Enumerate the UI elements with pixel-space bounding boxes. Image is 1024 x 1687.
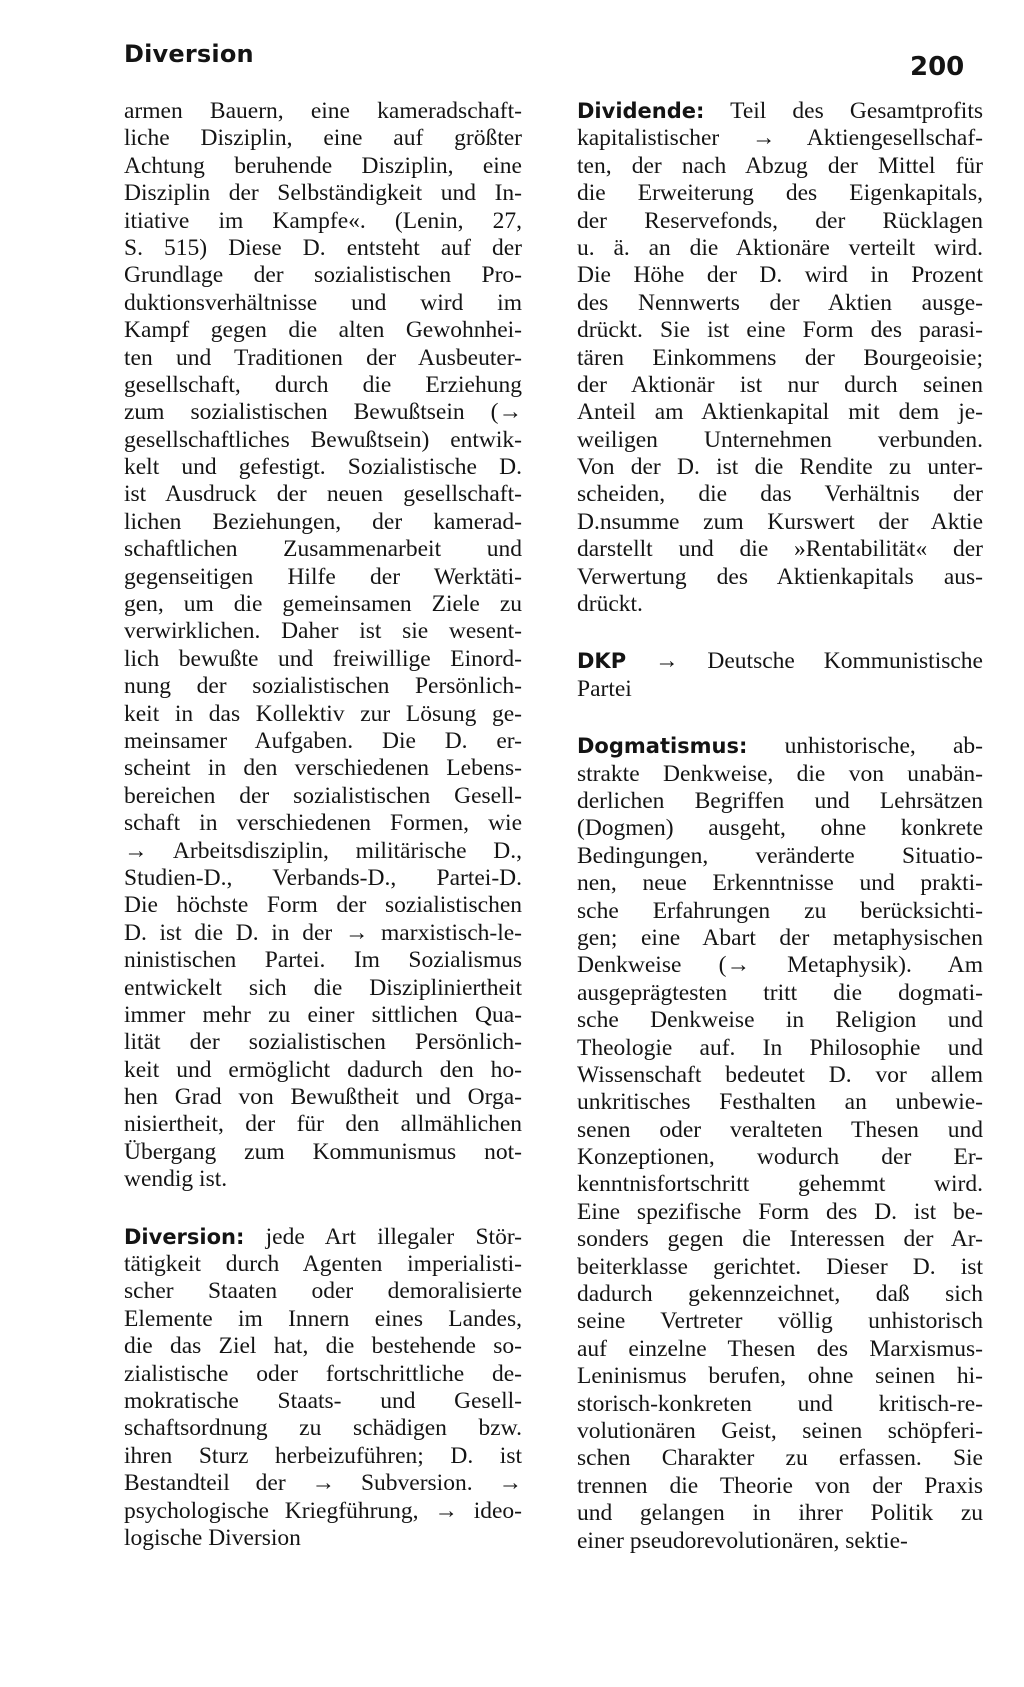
line-text: drückt. [577, 591, 643, 618]
line-text: gegenseitigen Hilfe der Werktäti- [124, 563, 522, 590]
text-line [577, 153, 983, 180]
line-text: immer mehr zu einer sittlichen Qua- [124, 1001, 522, 1028]
line-text: ten, der nach Abzug der Mittel für [577, 152, 983, 179]
line-text: volutionären Geist, seinen schöpferi- [577, 1417, 983, 1444]
line-text: Leninismus berufen, ohne seinen hi- [577, 1363, 983, 1390]
text-line [577, 317, 983, 344]
line-text: Eine spezifische Form des D. ist be- [577, 1198, 983, 1225]
text-line [124, 1525, 522, 1552]
text-line [124, 153, 522, 180]
line-text: jede Art illegaler Stör- [265, 1223, 523, 1250]
text-line [577, 1336, 983, 1363]
text-line [577, 1528, 983, 1555]
text-line [124, 1251, 522, 1278]
entry-dividende [577, 98, 983, 618]
line-text: schaft in verschiedenen Formen, wie [124, 810, 522, 837]
line-text: weiligen Unternehmen verbunden. [577, 426, 983, 453]
line-text: schaftsordnung zu schädigen bzw. [124, 1415, 522, 1442]
text-line [124, 98, 522, 125]
line-text: D.nsumme zum Kurswert der Aktie [577, 508, 983, 535]
line-text: logische Diversion [124, 1524, 301, 1551]
text-line [124, 1029, 522, 1056]
right-column [577, 98, 983, 1555]
line-text: Die höchste Form der sozialistischen [124, 892, 522, 919]
entry-term: Dogmatismus: [577, 734, 748, 759]
line-text: keit und ermöglicht dadurch den ho- [124, 1056, 522, 1083]
line-text: scher Staaten oder demoralisierte [124, 1278, 522, 1305]
text-line [124, 1057, 522, 1084]
text-line [124, 1278, 522, 1305]
line-text: Studien-D., Verbands-D., Partei-D. [124, 864, 522, 891]
text-line [577, 815, 983, 842]
text-line [577, 591, 983, 618]
text-line [577, 980, 983, 1007]
line-text: drückt. Sie ist eine Form des parasi- [577, 317, 983, 344]
line-text: meinsamer Aufgaben. Die D. er- [124, 727, 522, 754]
line-text: Von der D. ist die Rendite zu unter- [577, 454, 983, 481]
text-line [124, 1443, 522, 1470]
text-line [124, 372, 522, 399]
text-line [577, 1473, 983, 1500]
text-line [577, 125, 983, 152]
line-text: ihren Sturz herbeizuführen; D. ist [124, 1442, 522, 1469]
text-line [124, 235, 522, 262]
text-line [577, 372, 983, 399]
text-line [577, 1144, 983, 1171]
text-line [124, 454, 522, 481]
line-text: keit in das Kollektiv zur Lösung ge- [124, 700, 522, 727]
text-line [124, 810, 522, 837]
line-text: nen, neue Erkenntnisse und prakti- [577, 870, 983, 897]
text-line [124, 564, 522, 591]
running-head: Diversion [124, 40, 254, 68]
line-text: Verwertung des Aktienkapitals aus- [577, 563, 983, 590]
text-line [124, 1498, 522, 1525]
line-text: S. 515) Diese D. entsteht auf der [124, 234, 522, 261]
text-line [124, 399, 522, 426]
line-text: (Dogmen) ausgeht, ohne konkrete [577, 815, 983, 842]
line-text: liche Disziplin, eine auf größter [124, 125, 522, 152]
entry-dogmatismus [577, 733, 983, 1555]
line-text: lität der sozialistischen Persönlich- [124, 1029, 522, 1056]
text-line [577, 1445, 983, 1472]
line-text: gesellschaftliches Bewußtsein) entwik- [124, 426, 522, 453]
text-line [124, 317, 522, 344]
text-line [124, 509, 522, 536]
line-text: unhistorische, ab- [784, 733, 983, 760]
line-text: die Erweiterung des Eigenkapitals, [577, 180, 983, 207]
text-line [124, 536, 522, 563]
line-text: dadurch gekennzeichnet, daß sich [577, 1281, 983, 1308]
text-line [577, 345, 983, 372]
text-line [124, 646, 522, 673]
line-text: einer pseudorevolutionären, sektie- [577, 1527, 908, 1554]
text-line [577, 925, 983, 952]
line-text: trennen die Theorie von der Praxis [577, 1472, 983, 1499]
text-line [577, 1281, 983, 1308]
text-line [577, 290, 983, 317]
text-line [124, 1111, 522, 1138]
text-line [577, 180, 983, 207]
line-text: unkritisches Festhalten an unbewie- [577, 1089, 983, 1116]
text-line [577, 1171, 983, 1198]
text-line [577, 427, 983, 454]
line-text: ausgeprägtesten tritt die dogmati- [577, 979, 983, 1006]
line-text: itiative im Kampfe«. (Lenin, 27, [124, 207, 522, 234]
line-text: kelt und gefestigt. Sozialistische D. [124, 454, 522, 481]
line-text: Die Höhe der D. wird in Prozent [577, 262, 983, 289]
text-line [577, 1254, 983, 1281]
line-text: gen; eine Abart der metaphysischen [577, 924, 983, 951]
line-text: ist Ausdruck der neuen gesellschaft- [124, 481, 522, 508]
text-line [124, 838, 522, 865]
line-text: beiterklasse gerichtet. Dieser D. ist [577, 1253, 983, 1280]
line-text: strakte Denkweise, die von unabän- [577, 760, 983, 787]
line-text: tären Einkommens der Bourgeoisie; [577, 344, 983, 371]
text-line [124, 701, 522, 728]
line-text: lich bewußte und freiwillige Einord- [124, 645, 522, 672]
line-text: hen Grad von Bewußtheit und Orga- [124, 1084, 522, 1111]
left-column [124, 98, 522, 1552]
text-line [124, 1415, 522, 1442]
line-text: Denkweise (→ Metaphysik). Am [577, 952, 983, 979]
line-text: lichen Beziehungen, der kamerad- [124, 508, 522, 535]
line-text: gen, um die gemeinsamen Ziele zu [124, 591, 522, 618]
text-line [577, 870, 983, 897]
text-line [124, 1333, 522, 1360]
line-text: duktionsverhältnisse und wird im [124, 289, 522, 316]
line-text: schen Charakter zu erfassen. Sie [577, 1445, 983, 1472]
line-text: Partei [577, 675, 632, 702]
line-text: → Arbeitsdisziplin, militärische D., [124, 837, 522, 864]
line-text: Achtung beruhende Disziplin, eine [124, 152, 522, 179]
text-line [577, 1117, 983, 1144]
line-text: der Aktionär ist nur durch seinen [577, 371, 983, 398]
text-line [577, 536, 983, 563]
line-text: senen oder veralteten Thesen und [577, 1116, 983, 1143]
line-text: ten und Traditionen der Ausbeuter- [124, 344, 522, 371]
line-text: scheiden, die das Verhältnis der [577, 481, 983, 508]
text-line [577, 761, 983, 788]
line-text: zialistische oder fortschrittliche de- [124, 1360, 522, 1387]
line-text: kenntnisfortschritt gehemmt wird. [577, 1171, 983, 1198]
line-text: kapitalistischer → Aktiengesellschaf- [577, 125, 983, 152]
text-line [124, 1002, 522, 1029]
line-text: nung der sozialistischen Persönlich- [124, 673, 522, 700]
text-line [124, 1084, 522, 1111]
text-line [577, 952, 983, 979]
text-line [577, 1062, 983, 1089]
text-line [577, 1089, 983, 1116]
text-line [124, 1139, 522, 1166]
line-text: D. ist die D. in der → marxistisch-le- [124, 919, 522, 946]
entry-diversion [124, 1224, 522, 1553]
text-line [577, 1226, 983, 1253]
line-text: die das Ziel hat, die bestehende so- [124, 1333, 522, 1360]
line-text: ninistischen Partei. Im Sozialismus [124, 947, 522, 974]
text-line [124, 618, 522, 645]
line-text: des Nennwerts der Aktien ausge- [577, 289, 983, 316]
text-line [577, 1199, 983, 1226]
line-text: Konzeptionen, wodurch der Er- [577, 1144, 983, 1171]
page-number: 200 [910, 52, 965, 82]
line-text: storisch-konkreten und kritisch-re- [577, 1390, 983, 1417]
line-text: schaftlichen Zusammenarbeit und [124, 536, 522, 563]
text-line [577, 564, 983, 591]
text-line [124, 1224, 522, 1251]
line-text: psychologische Kriegführung, → ideo- [124, 1497, 522, 1524]
text-line [124, 673, 522, 700]
text-line [124, 920, 522, 947]
text-line [577, 1035, 983, 1062]
text-line [124, 125, 522, 152]
line-text: Elemente im Innern eines Landes, [124, 1305, 522, 1332]
line-text: sonders gegen die Interessen der Ar- [577, 1226, 983, 1253]
text-line [577, 1363, 983, 1390]
line-text: Teil des Gesamtprofits [730, 98, 983, 124]
text-line [124, 865, 522, 892]
text-line [577, 399, 983, 426]
text-line [577, 208, 983, 235]
text-line [124, 262, 522, 289]
text-line [577, 235, 983, 262]
text-line [124, 1470, 522, 1497]
text-line [577, 262, 983, 289]
line-text: u. ä. an die Aktionäre verteilt wird. [577, 234, 983, 261]
line-text: wendig ist. [124, 1166, 228, 1193]
text-line [124, 728, 522, 755]
entry-term: DKP [577, 649, 627, 674]
text-line [124, 481, 522, 508]
text-line [124, 180, 522, 207]
line-text: Übergang zum Kommunismus not- [124, 1138, 522, 1165]
line-text: entwickelt sich die Diszipliniertheit [124, 974, 522, 1001]
line-text: bereichen der sozialistischen Gesell- [124, 782, 522, 809]
line-text: verwirklichen. Daher ist sie wesent- [124, 618, 522, 645]
text-line [124, 783, 522, 810]
entry-term: Diversion: [124, 1224, 245, 1249]
line-text: nisiertheit, der für den allmählichen [124, 1111, 522, 1138]
text-line [124, 427, 522, 454]
line-text: sche Denkweise in Religion und [577, 1007, 983, 1034]
text-line [577, 648, 983, 675]
continuation-paragraph [124, 98, 522, 1194]
line-text: tätigkeit durch Agenten imperialisti- [124, 1251, 522, 1278]
text-line [577, 454, 983, 481]
line-text: scheint in den verschiedenen Lebens- [124, 755, 522, 782]
text-line [124, 975, 522, 1002]
text-line [577, 676, 983, 703]
line-text: armen Bauern, eine kameradschaft- [124, 98, 522, 124]
text-line [577, 898, 983, 925]
text-line [577, 1007, 983, 1034]
line-text: gesellschaft, durch die Erziehung [124, 371, 522, 398]
text-line [577, 1391, 983, 1418]
line-text: Theologie auf. In Philosophie und [577, 1034, 983, 1061]
text-line [124, 345, 522, 372]
line-text: darstellt und die »Rentabilität« der [577, 536, 983, 563]
text-line [577, 98, 983, 125]
text-line [577, 1500, 983, 1527]
line-text: Wissenschaft bedeutet D. vor allem [577, 1061, 983, 1088]
line-text: seine Vertreter völlig unhistorisch [577, 1308, 983, 1335]
text-line [577, 843, 983, 870]
line-text: zum sozialistischen Bewußtsein (→ [124, 399, 522, 426]
entry-dkp [577, 648, 983, 703]
line-text: sche Erfahrungen zu berücksichti- [577, 897, 983, 924]
line-text: → Deutsche Kommunistische [655, 648, 983, 675]
entry-term: Dividende: [577, 99, 705, 123]
text-line [124, 1306, 522, 1333]
line-text: Grundlage der sozialistischen Pro- [124, 262, 522, 289]
line-text: Anteil am Aktienkapital mit dem je- [577, 399, 983, 426]
line-text: mokratische Staats- und Gesell- [124, 1387, 522, 1414]
line-text: Bedingungen, veränderte Situatio- [577, 842, 983, 869]
text-line [124, 755, 522, 782]
line-text: Kampf gegen die alten Gewohnhei- [124, 317, 522, 344]
text-line [124, 1361, 522, 1388]
text-line [124, 208, 522, 235]
line-text: derlichen Begriffen und Lehrsätzen [577, 787, 983, 814]
text-line [577, 733, 983, 760]
text-line [577, 788, 983, 815]
line-text: und gelangen in ihrer Politik zu [577, 1500, 983, 1527]
text-line [124, 1388, 522, 1415]
text-line [577, 509, 983, 536]
text-line [577, 1418, 983, 1445]
text-line [124, 591, 522, 618]
line-text: auf einzelne Thesen des Marxismus- [577, 1335, 983, 1362]
text-line [124, 892, 522, 919]
line-text: der Reservefonds, der Rücklagen [577, 207, 983, 234]
text-line [577, 1308, 983, 1335]
line-text: Bestandteil der → Subversion. → [124, 1470, 522, 1497]
line-text: Disziplin der Selbständigkeit und In- [124, 180, 522, 207]
text-line [124, 290, 522, 317]
text-line [124, 1166, 522, 1193]
text-line [124, 947, 522, 974]
text-line [577, 481, 983, 508]
